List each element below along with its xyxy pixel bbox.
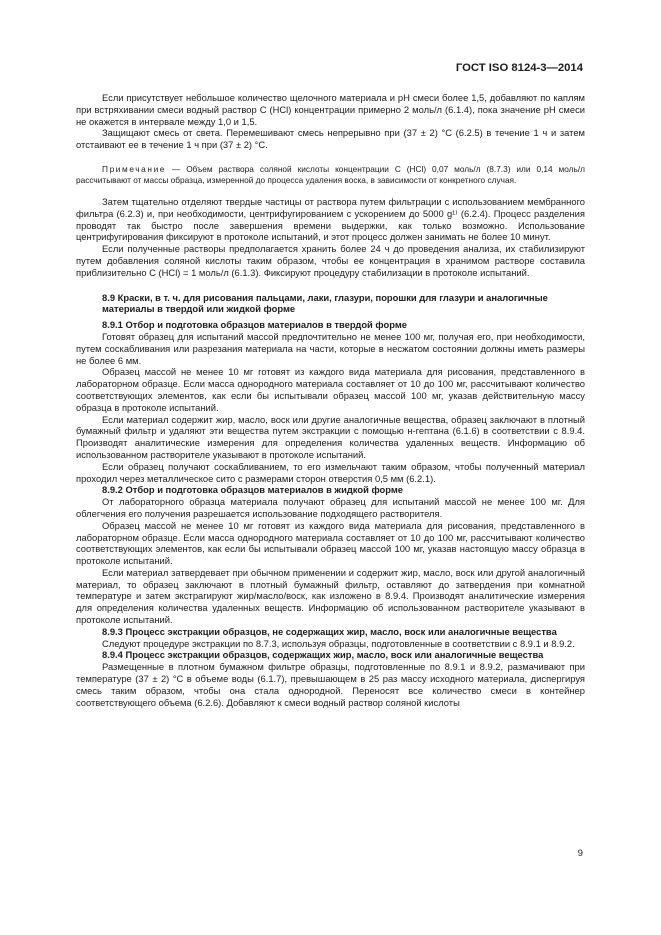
paragraph: Затем тщательно отделяют твердые частицы от раствора путем фильтрации с использованием мембранного фильтра (6.2.3) и, при необходимости, центрифугированием с ускорением до 5000 g¹⁾ (6.2.4). Процесс разделения проводят так быстро после завершения времени выдержки, как только возможно. Использование центрифугирования фиксируют в протоколе испытаний, и этот процесс должен занимать не более 10 минут. — [76, 195, 585, 243]
standard-code-header: ГОСТ ISO 8124-3—2014 — [455, 62, 583, 74]
paragraph: Образец массой не менее 10 мг готовят из каждого вида материала для рисования, представленного в лабораторном образце. Если масса однородного материала составляет от 10 до 100 мг, рассчитывают количество соответствующих элементов, как если бы испытывали образец массой 100 мг, указав действительную массу образца в протоколе испытаний. — [76, 366, 585, 413]
note-label: Примечание — [102, 163, 167, 174]
subsection-heading-8-9-2: 8.9.2 Отбор и подготовка образцов материалов в жидкой форме — [102, 484, 404, 496]
body-text — [76, 92, 585, 708]
subsection-heading-8-9-1: 8.9.1 Отбор и подготовка образцов материалов в твердой форме — [102, 319, 407, 331]
page-number: 9 — [577, 847, 583, 858]
paragraph: От лабораторного образца материала получают образец для испытаний массой не менее 100 мг. Для облегчения его получения разрешается использование подходящего растворителя. — [76, 496, 585, 519]
paragraph: Если материал содержит жир, масло, воск или другие аналогичные вещества, образец заключают в плотный бумажный фильтр и удаляют эти вещества путем экстракции с помощью н-гептана (6.1.6) в соответствии с 8.9.4. Производят аналитические измерения для определения количества удаленных веществ. Информацию об использованном растворителе указывают в протоколе испытаний. — [76, 413, 585, 460]
section-heading-8-9: 8.9 Краски, в т. ч. для рисования пальцами, лаки, глазури, порошки для глазури и аналогичные материалы в твердой или жидкой форме — [102, 291, 548, 315]
note — [76, 164, 585, 186]
paragraph: Если образец получают соскабливанием, то его измельчают таким образом, чтобы полученный материал проходил через металлическое сито с размерами сторон отверстия 0,5 мм (6.2.1). — [76, 460, 585, 484]
paragraph: Если присутствует небольшое количество щелочного материала и pH смеси более 1,5, добавляют по каплям при встряхивании смеси водный раствор C (HCl) концентрации примерно 2 моль/л (6.1.4), пока значение pH смеси не окажется в интервале между 1,0 и 1,5. — [76, 92, 585, 127]
paragraph: Защищают смесь от света. Перемешивают смесь непрерывно при (37 ± 2) °C (6.2.5) в течение 1 ч и затем отстаивают ее в течение 1 ч при (37 ± 2) °C. — [76, 127, 585, 151]
paragraph: Следуют процедуре экстракции по 8.7.3, используя образцы, подготовленные в соответствии с 8.9.1 и 8.9.2. — [102, 637, 575, 649]
paragraph: Готовят образец для испытаний массой предпочтительно не менее 100 мг, получая его, при необходимости, путем соскабливания или разрезания материала на части, которые в несжатом состоянии должны иметь размеры не более 6 мм. — [76, 330, 585, 366]
paragraph: Образец массой не менее 10 мг готовят из каждого вида материала для рисования, представленного в лабораторном образце. Если масса однородного материала составляет от 10 до 100 мг, рассчитывают количество соответствующих элементов, как если бы испытывали образец массой 100 мг, указав настоящую массу образца в протоколе испытаний. — [76, 519, 585, 567]
subsection-heading-8-9-3: 8.9.3 Процесс экстракции образцов, не содержащих жир, масло, воск или аналогичные вещества — [102, 625, 557, 637]
paragraph: Если материал затвердевает при обычном применении и содержит жир, масло, воск или другой аналогичный материал, то образец заключают в плотный бумажный фильтр, оставляют до затвердения при комнатной температуре и затем экстрагируют жир/масло/воск, как изложено в 8.9.4. Производят аналитические измерения для определения количества удаленных веществ. Информацию об использованном растворителе указывают в протоколе испытаний. — [76, 566, 585, 626]
note-text: — Объем раствора соляной кислоты концентрации C (HCl) 0,07 моль/л (8.7.3) или 0,14 моль/л рассчитывают от массы образца, измеренной до процесса удаления воска, в зависимости от конкретного случая. — [76, 163, 585, 185]
subsection-heading-8-9-4: 8.9.4 Процесс экстракции образцов, содержащих жир, масло, воск или аналогичные вещества — [102, 649, 544, 661]
paragraph: Размещенные в плотном бумажном фильтре образцы, подготовленные по 8.9.1 и 8.9.2, размачивают при температуре (37 ± 2) °C в объеме воды (6.1.7), превышающем в 25 раз массу исходного материала, диспергируя смесь таким образом, чтобы она стала однородной. Переносят все количество смеси в контейнер соответствующего объема (6.2.6). Добавляют к смеси водный раствор соляной кислоты — [76, 661, 585, 708]
paragraph: Если полученные растворы предполагается хранить более 24 ч до проведения анализа, их стабилизируют путем добавления соляной кислоты таким образом, чтобы ее концентрация в хранимом растворе составила приблизительно C (HCl) = 1 моль/л (6.1.3). Фиксируют процедуру стабилизации в протоколе испытаний. — [76, 243, 585, 278]
